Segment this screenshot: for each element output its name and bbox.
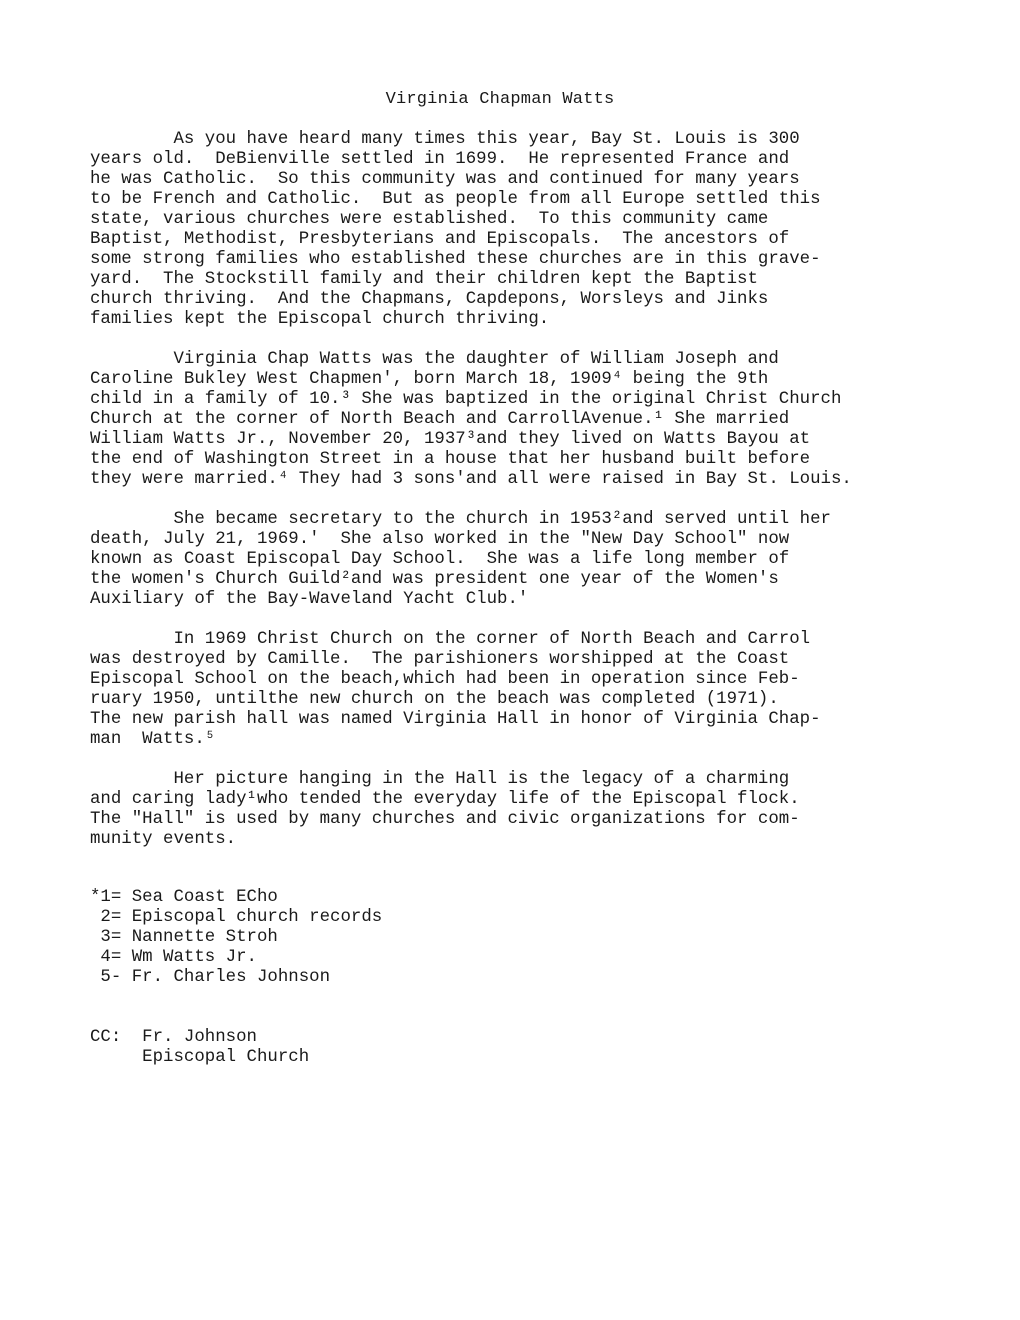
text-line: Episcopal School on the beach,which had been in operation since Feb- (90, 670, 800, 689)
cc-line: Episcopal Church (90, 1048, 310, 1067)
text-line: the women's Church Guild²and was president one year of the Women's (90, 570, 779, 589)
text-line: Baptist, Methodist, Presbyterians and Episcopals. The ancestors of (90, 230, 790, 249)
text-line: known as Coast Episcopal Day School. She was a life long member of (90, 550, 790, 569)
text-line: child in a family of 10.³ She was baptized in the original Christ Church (90, 390, 842, 409)
footnote-list (90, 888, 590, 988)
paragraph-camille (90, 630, 970, 750)
text-line: death, July 21, 1969.' She also worked in the "New Day School" now (90, 530, 790, 549)
text-line: the end of Washington Street in a house that her husband built before (90, 450, 811, 469)
text-line: Auxiliary of the Bay-Waveland Yacht Club.' (90, 590, 529, 609)
text-line: Church at the corner of North Beach and CarrollAvenue.¹ She married (90, 410, 790, 429)
text-line: As you have heard many times this year, Bay St. Louis is 300 (90, 130, 800, 149)
text-line: Virginia Chap Watts was the daughter of William Joseph and (90, 350, 779, 369)
text-line: some strong families who established these churches are in this grave- (90, 250, 821, 269)
text-line: man Watts.⁵ (90, 730, 216, 749)
text-line: was destroyed by Camille. The parishioners worshipped at the Coast (90, 650, 790, 669)
document-body (90, 130, 970, 870)
paragraph-history (90, 130, 970, 330)
text-line: The "Hall" is used by many churches and civic organizations for com- (90, 810, 800, 829)
paragraph-biography (90, 350, 970, 490)
text-line: Her picture hanging in the Hall is the legacy of a charming (90, 770, 790, 789)
text-line: Caroline Bukley West Chapmen', born March 18, 1909⁴ being the 9th (90, 370, 769, 389)
paragraph-service (90, 510, 970, 610)
text-line: to be French and Catholic. But as people from all Europe settled this (90, 190, 821, 209)
footnote-item: 5- Fr. Charles Johnson (90, 968, 331, 987)
text-line: they were married.⁴ They had 3 sons'and all were raised in Bay St. Louis. (90, 470, 852, 489)
text-line: he was Catholic. So this community was and continued for many years (90, 170, 800, 189)
cc-line: CC: Fr. Johnson (90, 1028, 257, 1047)
text-line: munity events. (90, 830, 237, 849)
text-line: state, various churches were established. To this community came (90, 210, 769, 229)
text-line: William Watts Jr., November 20, 1937³and they lived on Watts Bayou at (90, 430, 811, 449)
text-line: church thriving. And the Chapmans, Capdepons, Worsleys and Jinks (90, 290, 769, 309)
footnote-item: 3= Nannette Stroh (90, 928, 278, 947)
document-title: Virginia Chapman Watts (385, 90, 615, 109)
carbon-copy-block (90, 1028, 590, 1068)
text-line: and caring lady¹who tended the everyday life of the Episcopal flock. (90, 790, 800, 809)
text-line: ruary 1950, untilthe new church on the beach was completed (1971). (90, 690, 779, 709)
text-line: She became secretary to the church in 1953²and served until her (90, 510, 831, 529)
paragraph-legacy (90, 770, 970, 850)
text-line: yard. The Stockstill family and their children kept the Baptist (90, 270, 758, 289)
text-line: years old. DeBienville settled in 1699. He represented France and (90, 150, 790, 169)
footnote-item: 2= Episcopal church records (90, 908, 383, 927)
text-line: The new parish hall was named Virginia Hall in honor of Virginia Chap- (90, 710, 821, 729)
footnote-item: *1= Sea Coast ECho (90, 888, 278, 907)
text-line: families kept the Episcopal church thriving. (90, 310, 550, 329)
text-line: In 1969 Christ Church on the corner of North Beach and Carrol (90, 630, 811, 649)
footnote-item: 4= Wm Watts Jr. (90, 948, 257, 967)
